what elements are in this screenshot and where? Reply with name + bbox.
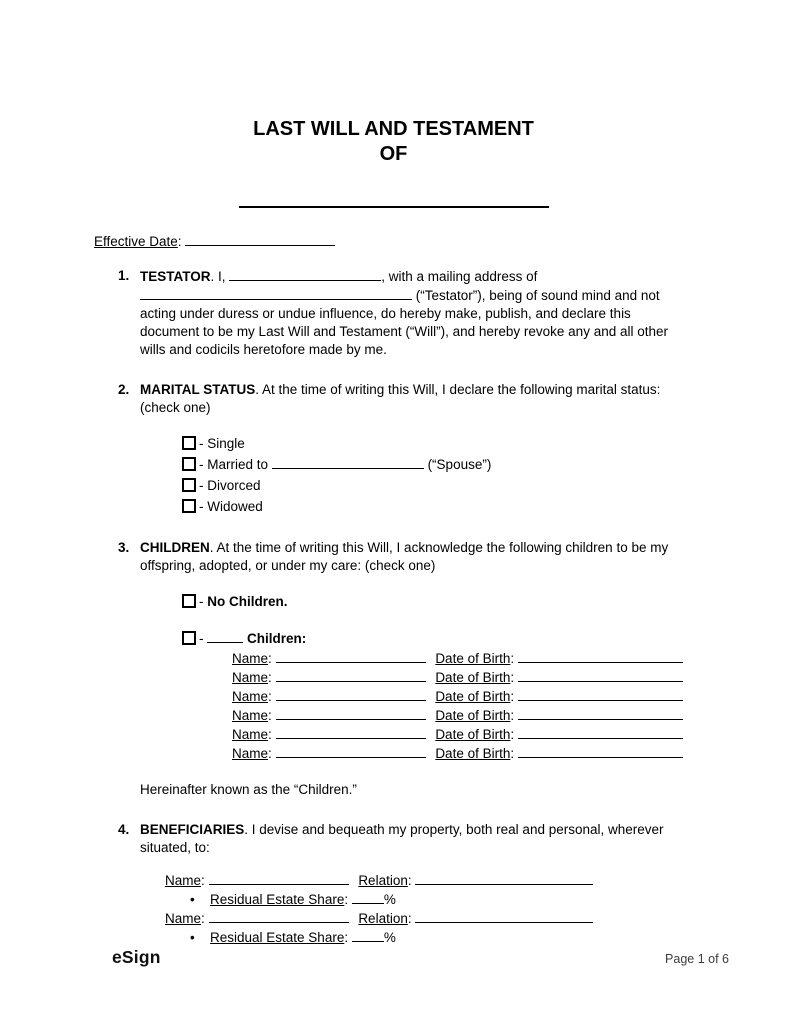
child-row <box>232 687 693 706</box>
child-row <box>232 725 693 744</box>
page-indicator: Page 1 of 6 <box>665 952 729 966</box>
divorced-label: - Divorced <box>199 478 261 493</box>
child-name-label: Name <box>232 651 269 666</box>
colon: : <box>407 911 412 926</box>
testator-name-field[interactable] <box>229 267 381 281</box>
child-row <box>232 706 693 725</box>
document-title <box>0 0 787 167</box>
no-children-option <box>182 591 693 612</box>
beneficiary-relation-label: Relation <box>358 873 408 888</box>
bullet-icon: • <box>190 892 195 907</box>
marital-option-married <box>182 454 693 475</box>
section-beneficiaries-heading: BENEFICIARIES <box>140 822 245 837</box>
section-marital-heading: MARITAL STATUS <box>140 382 256 397</box>
no-children-checkbox[interactable] <box>182 594 196 608</box>
colon: : <box>268 746 272 761</box>
colon: : <box>344 892 349 907</box>
section-testator <box>118 267 693 359</box>
section-marital-status <box>118 381 693 517</box>
widowed-checkbox[interactable] <box>182 499 196 513</box>
testator-name-title-field[interactable] <box>239 194 549 208</box>
testator-address-field[interactable] <box>140 286 412 300</box>
marital-option-widowed <box>182 496 693 517</box>
colon: : <box>268 689 272 704</box>
child-dob-field[interactable] <box>518 706 683 720</box>
testator-text-mailing: , with a mailing address of <box>381 269 538 284</box>
marital-options <box>182 433 693 517</box>
colon: : <box>510 670 515 685</box>
child-name-label: Name <box>232 670 269 685</box>
section-children-heading: CHILDREN <box>140 540 210 555</box>
percent-sign: % <box>383 892 396 907</box>
beneficiary-name-field[interactable] <box>209 909 349 923</box>
child-name-label: Name <box>232 727 269 742</box>
section-children <box>118 539 693 799</box>
married-label: - Married to <box>199 457 269 472</box>
effective-date-field[interactable] <box>185 232 335 246</box>
single-checkbox[interactable] <box>182 436 196 450</box>
percent-sign: % <box>383 930 396 945</box>
section-testator-body <box>140 267 693 359</box>
section-marital-body <box>140 381 693 517</box>
single-label: - Single <box>199 436 245 451</box>
beneficiary-name-field[interactable] <box>209 871 349 885</box>
marital-option-divorced <box>182 475 693 496</box>
residual-share-label: Residual Estate Share <box>210 930 345 945</box>
child-name-field[interactable] <box>276 687 426 701</box>
child-dob-label: Date of Birth <box>435 708 511 723</box>
divorced-checkbox[interactable] <box>182 478 196 492</box>
beneficiary-share-row <box>190 890 693 909</box>
effective-date-row <box>94 232 693 251</box>
residual-share-label: Residual Estate Share <box>210 892 345 907</box>
section-testator-heading: TESTATOR <box>140 269 211 284</box>
child-row <box>232 668 693 687</box>
document-title-line2: OF <box>379 143 408 165</box>
married-checkbox[interactable] <box>182 457 196 471</box>
spouse-name-field[interactable] <box>272 455 424 469</box>
colon: : <box>510 727 515 742</box>
child-name-label: Name <box>232 689 269 704</box>
residual-share-field[interactable] <box>352 890 384 904</box>
no-children-dash: - <box>199 594 204 609</box>
child-name-label: Name <box>232 746 269 761</box>
children-table <box>232 649 693 763</box>
child-dob-label: Date of Birth <box>435 689 511 704</box>
beneficiary-share-row <box>190 928 693 947</box>
children-count-label: Children: <box>247 631 307 646</box>
child-dob-field[interactable] <box>518 744 683 758</box>
child-row <box>232 744 693 763</box>
spouse-suffix-label: (“Spouse”) <box>427 457 492 472</box>
beneficiaries-list <box>165 871 693 947</box>
child-dob-label: Date of Birth <box>435 727 511 742</box>
child-dob-label: Date of Birth <box>435 670 511 685</box>
children-hereinafter-note: Hereinafter known as the “Children.” <box>140 782 357 797</box>
page-footer <box>112 948 729 968</box>
effective-date-label: Effective Date <box>94 234 178 249</box>
colon: : <box>510 689 515 704</box>
child-dob-field[interactable] <box>518 687 683 701</box>
children-text-intro: . At the time of writing this Will, I acknowledge the following children to be my offspring, adopted, or under my care: (check one) <box>140 540 669 573</box>
child-name-field[interactable] <box>276 649 426 663</box>
esign-logo: eSign <box>112 947 161 967</box>
marital-option-single <box>182 433 693 454</box>
child-name-label: Name <box>232 708 269 723</box>
beneficiary-relation-label: Relation <box>358 911 408 926</box>
document-body <box>0 232 787 947</box>
residual-share-field[interactable] <box>352 928 384 942</box>
colon: : <box>268 708 272 723</box>
beneficiary-name-label: Name <box>165 911 202 926</box>
colon: : <box>177 234 182 249</box>
section-number: 3. <box>118 540 130 555</box>
no-children-label: No Children. <box>207 594 288 609</box>
child-row <box>232 649 693 668</box>
child-dob-field[interactable] <box>518 649 683 663</box>
children-count-field[interactable] <box>207 629 243 643</box>
child-dob-field[interactable] <box>518 725 683 739</box>
colon: : <box>268 727 272 742</box>
section-number: 1. <box>118 268 130 283</box>
testator-text-rest: (“Testator”), being of sound mind and not acting under duress or undue influence, do hereby make, publish, and declare this document to be my Last Will and Testament (“Will”), and hereby revoke any and all other wills and codicils heretofore made by me. <box>140 288 668 357</box>
beneficiary-name-label: Name <box>165 873 202 888</box>
colon: : <box>201 911 205 926</box>
beneficiary-row <box>165 871 693 890</box>
testator-name-title-row <box>0 194 787 213</box>
bullet-icon: • <box>190 930 195 945</box>
document-title-line1: LAST WILL AND TESTAMENT <box>253 118 534 140</box>
beneficiary-relation-field[interactable] <box>415 871 593 885</box>
child-dob-label: Date of Birth <box>435 651 511 666</box>
colon: : <box>268 670 272 685</box>
section-beneficiaries-body <box>140 821 693 947</box>
section-children-body <box>140 539 693 799</box>
colon: : <box>268 651 272 666</box>
child-dob-label: Date of Birth <box>435 746 511 761</box>
testator-text-intro: . I, <box>210 269 226 284</box>
colon: : <box>510 746 515 761</box>
beneficiary-relation-field[interactable] <box>415 909 593 923</box>
section-number: 4. <box>118 822 130 837</box>
sections-list <box>94 267 693 947</box>
has-children-option <box>182 628 693 649</box>
section-beneficiaries <box>118 821 693 947</box>
marital-text-intro: . At the time of writing this Will, I declare the following marital status: (check one) <box>140 382 661 415</box>
colon: : <box>407 873 412 888</box>
colon: : <box>510 708 515 723</box>
children-count-dash: - <box>199 631 204 646</box>
child-name-field[interactable] <box>276 725 426 739</box>
colon: : <box>510 651 515 666</box>
child-name-field[interactable] <box>276 744 426 758</box>
widowed-label: - Widowed <box>199 499 263 514</box>
beneficiary-row <box>165 909 693 928</box>
colon: : <box>344 930 349 945</box>
colon: : <box>201 873 205 888</box>
child-name-field[interactable] <box>276 706 426 720</box>
section-number: 2. <box>118 382 130 397</box>
has-children-checkbox[interactable] <box>182 631 196 645</box>
beneficiaries-text-intro: . I devise and bequeath my property, both real and personal, wherever situated, to: <box>140 822 664 855</box>
child-dob-field[interactable] <box>518 668 683 682</box>
child-name-field[interactable] <box>276 668 426 682</box>
